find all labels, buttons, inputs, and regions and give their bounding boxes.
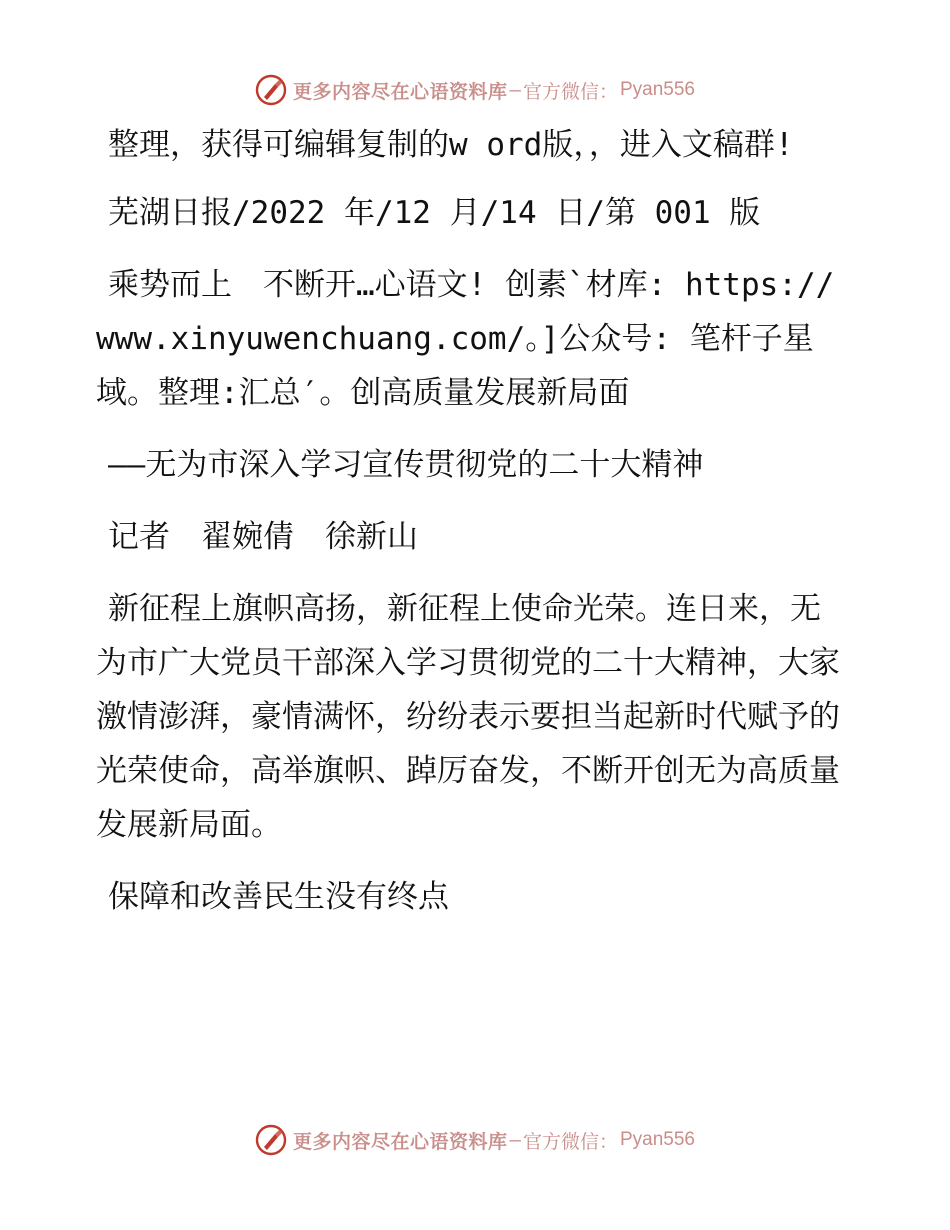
source-line: 芜湖日报/2022 年/12 月/14 日/第 001 版 [108,195,761,231]
lead-paragraph: 新征程上旗帜高扬，新征程上使命光荣。连日来，无为市广大党员干部深入学习贯彻党的二十大精神，大家激情澎湃，豪情满怀，纷纷表示要担当起新时代赋予的光荣使命，高举旗帜、踔厉奋发，不断开创无为高质量发展新局面。 [96,591,840,843]
banner-brand-text: 更多内容尽在心语资料库 [293,80,508,103]
footer-watermark-banner [0,1120,950,1160]
banner-separator: — [509,1129,521,1151]
pen-logo-icon [255,1124,287,1156]
banner-wechat-handle: Pyan556 [619,1129,695,1150]
banner-separator: — [509,79,521,101]
intro-paragraph: 整理，获得可编辑复制的w ord版，，进入文稿群! [108,127,794,163]
section-heading: 保障和改善民生没有终点 [108,879,449,915]
pen-logo-icon [255,74,287,106]
document-body [96,118,850,942]
subheadline: ——无为市深入学习宣传贯彻党的二十大精神 [108,447,704,483]
banner-wechat-label: 官方微信： [522,80,618,103]
headline-paragraph: 乘势而上 不断开…心语文! 创素`材库: https://www.xinyuwenchuang.com/。]公众号: 笔杆子星域。整理:汇总′。创高质量发展新局面 [96,267,835,411]
banner-wechat-handle: Pyan556 [619,79,695,100]
banner-brand-text: 更多内容尽在心语资料库 [293,1130,508,1153]
header-watermark-banner [0,70,950,110]
banner-wechat-label: 官方微信： [522,1130,618,1153]
byline: 记者 翟婉倩 徐新山 [108,519,418,555]
